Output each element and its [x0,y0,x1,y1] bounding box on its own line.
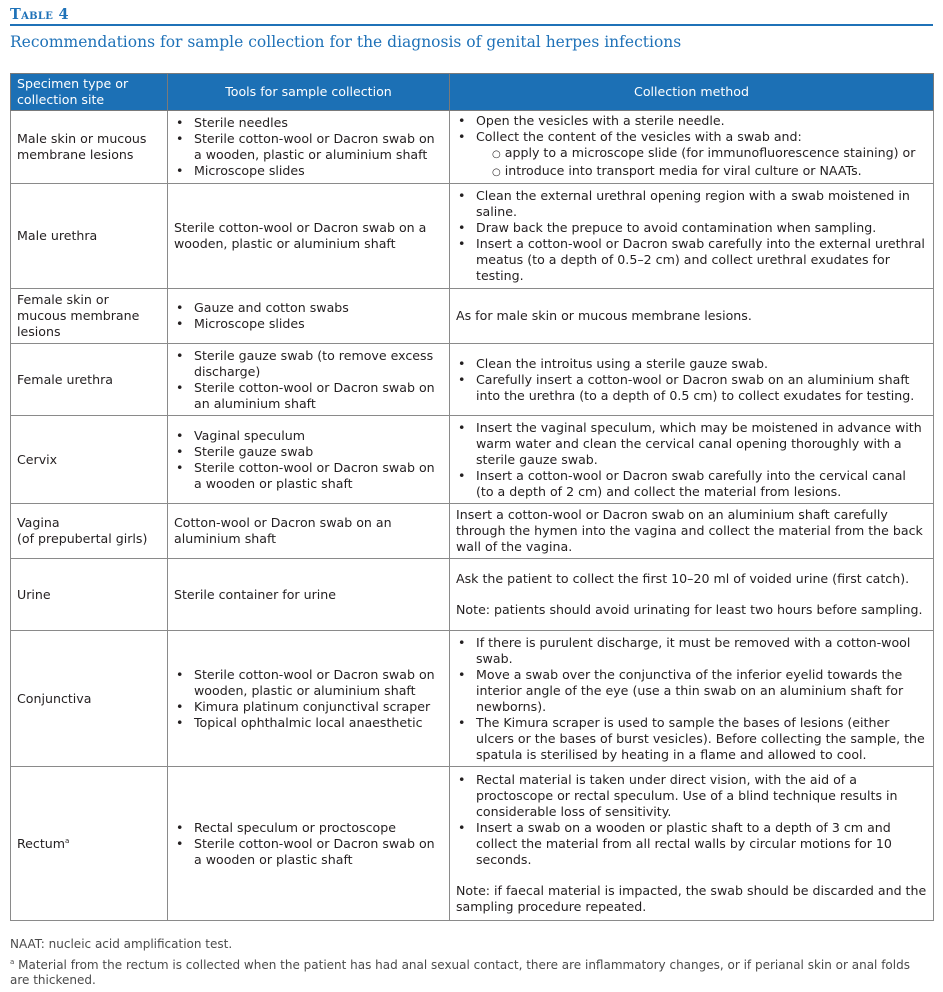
tool-item: • Sterile cotton-wool or Dacron swab on an aluminium shaft [174,380,443,412]
table-row [11,767,934,921]
method-item: • Insert a cotton-wool or Dacron swab carefully into the cervical canal (to a depth of 2 cm) and collect the material from lesions. [456,468,927,500]
footnote-marker: a [10,958,15,966]
tools-cell: Sterile cotton-wool or Dacron swab on a wooden, plastic or aluminium shaft [168,184,450,289]
method-cell [450,344,934,416]
method-cell [450,416,934,504]
tool-item: • Sterile cotton-wool or Dacron swab on a wooden or plastic shaft [174,460,443,492]
specimen-name: Vagina [17,515,60,530]
method-subitem: ○ apply to a microscope slide (for immunofluorescence staining) or [476,145,927,163]
method-item: • Rectal material is taken under direct vision, with the aid of a proctoscope or rectal speculum. Use of a blind technique results in considerable loss of sensitivity. [456,772,927,820]
method-item: • Insert a swab on a wooden or plastic shaft to a depth of 3 cm and collect the material from all rectal walls by circular motions for 10 seconds. [456,820,927,868]
method-note: Note: patients should avoid urinating for least two hours before sampling. [456,602,923,617]
tool-item: • Sterile cotton-wool or Dacron swab on wooden, plastic or aluminium shaft [174,667,443,699]
table-row [11,559,934,631]
tool-item: • Microscope slides [174,163,443,179]
column-header-tools: Tools for sample collection [168,74,450,111]
tools-cell: Sterile container for urine [168,559,450,631]
method-cell [450,559,934,631]
footnote-a [10,958,933,988]
method-cell: Insert a cotton-wool or Dacron swab on an aluminium shaft carefully through the hymen into the vagina and collect the material from the back wall of the vagina. [450,504,934,559]
tools-cell [168,289,450,344]
tool-item: • Sterile cotton-wool or Dacron swab on a wooden or plastic shaft [174,836,443,868]
spacer [456,587,927,602]
tool-item: • Sterile gauze swab [174,444,443,460]
method-cell [450,111,934,184]
method-note: Note: if faecal material is impacted, the swab should be discarded and the sampling procedure repeated. [456,883,927,914]
specimen-cell: Cervix [11,416,168,504]
specimen-cell: Female urethra [11,344,168,416]
method-item: • If there is purulent discharge, it must be removed with a cotton-wool swab. [456,635,927,667]
tools-cell [168,416,450,504]
specimen-cell: Female skin or mucous membrane lesions [11,289,168,344]
specimen-cell: Male skin or mucous membrane lesions [11,111,168,184]
table-header-row [11,74,934,111]
specimen-cell [11,767,168,921]
tool-item: • Rectal speculum or proctoscope [174,820,443,836]
tool-item: • Sterile cotton-wool or Dacron swab on a wooden, plastic or aluminium shaft [174,131,443,163]
method-item: • Clean the introitus using a sterile gauze swab. [456,356,927,372]
table-label: Table 4 [10,5,933,26]
method-cell [450,184,934,289]
method-cell [450,631,934,767]
tools-cell [168,767,450,921]
specimen-cell [11,504,168,559]
method-subitem: ○ introduce into transport media for viral culture or NAATs. [476,163,927,181]
table-row [11,631,934,767]
column-header-specimen: Specimen type or collection site [11,74,168,111]
method-cell: As for male skin or mucous membrane lesions. [450,289,934,344]
specimen-cell: Urine [11,559,168,631]
method-item: • The Kimura scraper is used to sample the bases of lesions (either ulcers or the bases of burst vesicles). Before collecting the sample, the spatula is sterilised by heating in a flame and allowed to cool. [456,715,927,763]
table-row [11,111,934,184]
specimen-name: Rectum [17,835,66,851]
table-row [11,184,934,289]
table-row [11,416,934,504]
specimen-cell: Male urethra [11,184,168,289]
method-item: • Insert a cotton-wool or Dacron swab carefully into the external urethral meatus (to a depth of 0.5–2 cm) and collect urethral exudates for testing. [456,236,927,284]
method-item [456,129,927,181]
tools-cell [168,344,450,416]
method-item: • Carefully insert a cotton-wool or Dacron swab on an aluminium shaft into the urethra (to a depth of 0.5 cm) to collect exudates for testing. [456,372,927,404]
tool-item: • Gauze and cotton swabs [174,300,443,316]
tool-item: • Microscope slides [174,316,443,332]
method-item-text: • Collect the content of the vesicles with a swab and: [476,129,802,144]
footnote-text: Material from the rectum is collected when the patient has had anal sexual contact, there are inflammatory changes, or if perianal skin or anal folds are thickened. [10,958,910,987]
footnote-marker: a [65,836,70,845]
column-header-method: Collection method [450,74,934,111]
table-row [11,344,934,416]
method-item: • Draw back the prepuce to avoid contamination when sampling. [456,220,927,236]
method-item: • Clean the external urethral opening region with a swab moistened in saline. [456,188,927,220]
spacer [456,868,927,883]
footnotes [10,937,933,988]
specimen-cell: Conjunctiva [11,631,168,767]
specimen-qualifier: (of prepubertal girls) [17,531,148,546]
recommendations-table [10,73,934,921]
tool-item: • Topical ophthalmic local anaesthetic [174,715,443,731]
document-page [10,0,933,987]
table-title: Recommendations for sample collection for the diagnosis of genital herpes infections [10,33,682,51]
method-item: • Insert the vaginal speculum, which may be moistened in advance with warm water and clean the cervical canal opening thoroughly with a sterile gauze swab. [456,420,927,468]
table-row [11,289,934,344]
tools-cell [168,111,450,184]
table-row [11,504,934,559]
tools-cell: Cotton-wool or Dacron swab on an aluminium shaft [168,504,450,559]
tool-item: • Sterile gauze swab (to remove excess discharge) [174,348,443,380]
tools-cell [168,631,450,767]
method-item: • Move a swab over the conjunctiva of the inferior eyelid towards the interior angle of the eye (use a thin swab on an aluminium shaft for newborns). [456,667,927,715]
tool-item: • Sterile needles [174,115,443,131]
method-text: Ask the patient to collect the first 10–20 ml of voided urine (first catch). [456,571,910,586]
footnote-abbreviation: NAAT: nucleic acid amplification test. [10,937,233,951]
tool-item: • Vaginal speculum [174,428,443,444]
tool-item: • Kimura platinum conjunctival scraper [174,699,443,715]
method-cell [450,767,934,921]
method-item: • Open the vesicles with a sterile needle. [456,113,927,129]
